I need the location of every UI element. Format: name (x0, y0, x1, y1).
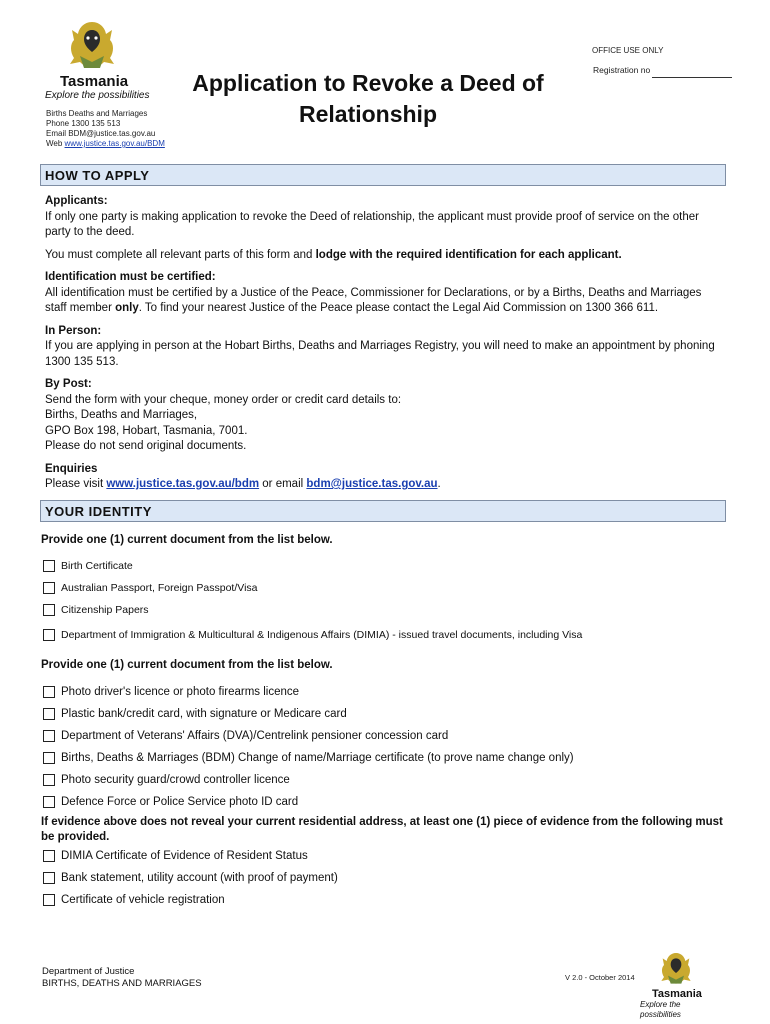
certified-text-c: . To find your nearest Justice of the Peace please contact the Legal Aid Commission on 1300 366 611. (138, 302, 659, 314)
department-name: Department of Justice (42, 966, 135, 977)
enquiries-heading: Enquiries (45, 462, 98, 475)
checkbox[interactable] (43, 796, 55, 808)
doc-option (43, 872, 338, 884)
option-label: Bank statement, utility account (with proof of payment) (61, 872, 338, 884)
complete-text-b: lodge with the required identification for each applicant. (315, 248, 622, 261)
logo-wordmark: Tasmania (60, 73, 129, 90)
post-line: GPO Box 198, Hobart, Tasmania, 7001. (45, 424, 248, 437)
tasmanian-devil-icon (656, 950, 696, 988)
office-use-label: OFFICE USE ONLY (592, 46, 664, 55)
checkbox[interactable] (43, 708, 55, 720)
footer-logo-wordmark: Tasmania (652, 988, 702, 1000)
your-identity-heading: YOUR IDENTITY (40, 500, 726, 522)
logo-tagline: Explore the possibilities (45, 90, 150, 101)
enquiries-text (45, 477, 725, 493)
division-name: BIRTHS, DEATHS AND MARRIAGES (42, 978, 202, 989)
certified-text-b: only (115, 302, 139, 314)
doc-option (43, 686, 299, 698)
doc-option (43, 604, 149, 616)
footer-department (42, 966, 202, 990)
list3-heading: If evidence above does not reveal your current residential address, at least one (1) piece of evidence from the following must be provided. (41, 816, 723, 843)
in-person-text: If you are applying in person at the Hobart Births, Deaths and Marriages Registry, you will need to make an appointment by phoning 1300 135 513. (45, 340, 715, 368)
checkbox[interactable] (43, 582, 55, 594)
checkbox[interactable] (43, 560, 55, 572)
doc-option (43, 730, 448, 742)
option-label: Photo driver's licence or photo firearms licence (61, 686, 300, 698)
post-line: Send the form with your cheque, money order or credit card details to: (45, 393, 402, 406)
website-link[interactable]: www.justice.tas.gov.au/bdm (106, 478, 260, 490)
option-label: Birth Certificate (61, 560, 133, 572)
list1-heading: Provide one (1) current document from the list below. (41, 534, 333, 546)
doc-option (43, 774, 290, 786)
tasmanian-devil-icon (62, 18, 122, 74)
complete-text (45, 248, 725, 264)
checkbox[interactable] (43, 894, 55, 906)
footer-logo-tagline: Explore the possibilities (640, 1000, 681, 1019)
tasmania-logo (40, 18, 170, 102)
doc-option (43, 894, 225, 906)
checkbox[interactable] (43, 872, 55, 884)
phone-text: Phone 1300 135 513 (46, 119, 121, 128)
org-name: Births Deaths and Marriages (46, 109, 148, 118)
post-line: Births, Deaths and Marriages, (45, 409, 198, 421)
doc-option (43, 560, 133, 572)
enquiries-text-c: . (437, 478, 441, 490)
contact-details (46, 109, 165, 149)
checkbox[interactable] (43, 730, 55, 742)
checkbox[interactable] (43, 686, 55, 698)
web-link[interactable]: www.justice.tas.gov.au/BDM (64, 139, 165, 148)
doc-option (43, 752, 574, 764)
applicants-text: If only one party is making application to revoke the Deed of relationship, the applicant must provide proof of service on the other party to the deed. (45, 210, 699, 238)
checkbox[interactable] (43, 752, 55, 764)
doc-option (43, 582, 258, 594)
certified-heading: Identification must be certified: (45, 271, 216, 283)
web-line (46, 139, 165, 149)
email-link[interactable]: bdm@justice.tas.gov.au (306, 478, 438, 490)
certified-text (45, 286, 725, 317)
complete-text-a: You must complete all relevant parts of this form and (45, 248, 316, 261)
email-text: Email BDM@justice.tas.gov.au (46, 129, 156, 138)
in-person-heading: In Person: (45, 324, 102, 337)
doc-option (43, 850, 308, 862)
registration-label: Registration no (593, 65, 651, 75)
web-prefix: Web (46, 139, 65, 148)
option-label: Australian Passport, Foreign Passpot/Visa (61, 582, 258, 594)
enquiries-text-a: Please visit (45, 478, 107, 490)
how-to-apply-heading: HOW TO APPLY (40, 164, 726, 186)
enquiries-text-b: or email (259, 478, 307, 490)
doc-option (43, 796, 298, 808)
checkbox[interactable] (43, 604, 55, 616)
option-label: Births, Deaths & Marriages (BDM) Change of name/Marriage certificate (to prove name change only) (61, 752, 574, 764)
post-heading: By Post: (45, 378, 92, 390)
checkbox[interactable] (43, 774, 55, 786)
option-label: Citizenship Papers (61, 604, 149, 616)
checkbox[interactable] (43, 850, 55, 862)
option-label: Certificate of vehicle registration (61, 894, 225, 906)
doc-option (43, 629, 582, 641)
footer-logo (640, 950, 720, 1020)
applicants-heading: Applicants: (45, 195, 108, 207)
option-label: Department of Immigration & Multicultural & Indigenous Affairs (DIMIA) - issued travel documents, including Visa (61, 629, 583, 641)
option-label: Photo security guard/crowd controller licence (61, 774, 290, 786)
post-line: Please do not send original documents. (45, 440, 247, 452)
option-label: Defence Force or Police Service photo ID card (61, 796, 299, 808)
certified-text-a: All identification must be certified by a Justice of the Peace, Commissioner for Declarations, or by a Births, Deaths and Marriages staff member (45, 286, 702, 314)
checkbox[interactable] (43, 629, 55, 641)
option-label: DIMIA Certificate of Evidence of Resident Status (61, 850, 308, 862)
option-label: Plastic bank/credit card, with signature or Medicare card (61, 708, 347, 720)
how-to-apply-body (45, 194, 725, 493)
list2-heading: Provide one (1) current document from the list below. (41, 659, 333, 671)
version-label: V 2.0 - October 2014 (565, 973, 635, 982)
doc-option (43, 708, 347, 720)
option-label: Department of Veterans' Affairs (DVA)/Centrelink pensioner concession card (61, 730, 449, 742)
page-title: Application to Revoke a Deed of Relationship (192, 70, 544, 127)
registration-field[interactable] (652, 77, 732, 78)
